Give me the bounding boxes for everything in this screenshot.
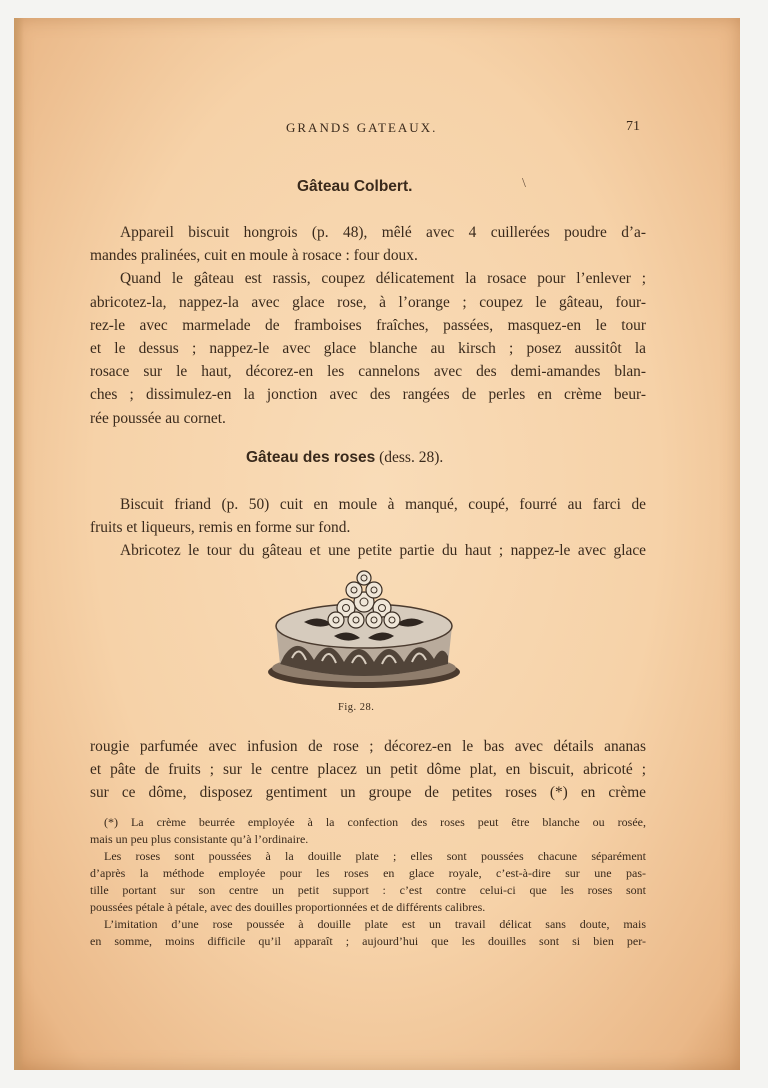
text-line: et le dessus ; nappez-le avec glace blanche au kirsch ; posez aussitôt la [90,340,646,358]
text-line: ches ; dissimulez-en la jonction avec des rangées de perles en crème beur- [90,386,646,404]
cake-illustration [264,564,464,694]
footnote-line: Les roses sont poussées à la douille plate ; elles sont poussées chacune séparément [104,849,646,863]
text-line: Abricotez le tour du gâteau et une petite partie du haut ; nappez-le avec glace [120,542,646,560]
text-line: rosace sur le haut, décorez-en les cannelons avec des demi-amandes blan- [90,363,646,381]
text-line: fruits et liqueurs, remis en forme sur fond. [90,519,351,537]
text-line: Biscuit friand (p. 50) cuit en moule à manqué, coupé, fourré au farci de [120,496,646,513]
footnote-line: (*) La crème beurrée employée à la confection des roses peut être blanche ou rosée, [104,815,646,829]
book-page [14,18,740,1070]
text-line: rez-le avec marmelade de framboises fraîches, passées, masquez-en le tour [90,316,646,334]
footnote-line: en somme, moins difficile qu’il apparaît ; aujourd’hui que les douilles sont si bien per- [90,934,646,948]
recipe-body-colbert [90,221,646,430]
footnote-line: d’après la méthode employée pour les roses en glace royale, c’est-à-dire sur une pas- [90,866,646,880]
text-line: Quand le gâteau est rassis, coupez délicatement la rosace pour l’enlever ; [120,270,646,288]
recipe-title-roses [246,449,443,467]
recipe-title-colbert: Gâteau Colbert. [297,178,413,195]
recipe-title-suffix: (dess. 28). [375,449,444,466]
footnote-line: poussées pétale à pétale, avec des douilles proportionnées et de différents calibres. [90,900,486,914]
text-line: rée poussée au cornet. [90,409,226,427]
footnotes [90,814,646,950]
recipe-body-continuation [90,735,646,805]
text-line: Appareil biscuit hongrois (p. 48), mêlé avec 4 cuillerées poudre d’a- [120,224,646,241]
stray-mark: \ [522,176,526,191]
footnote-line: L’imitation d’une rose poussée à douille plate est un travail délicat sans doute, mais [104,917,646,931]
figure-caption: Fig. 28. [338,702,375,713]
recipe-body-roses [90,493,646,563]
footnote-line: mais un peu plus consistante qu’à l’ordinaire. [90,832,309,846]
text-line: et pâte de fruits ; sur le centre placez un petit dôme plat, en biscuit, abricoté ; [90,761,646,779]
recipe-title-text: Gâteau des roses [246,449,376,466]
footnote-line: tille portant sur son centre un petit support : c’est contre celui-ci que les roses sont [90,883,646,897]
page-number: 71 [626,119,640,134]
running-header: GRANDS GATEAUX. [286,120,438,135]
text-line: sur ce dôme, disposez gentiment un groupe de petites roses (*) en crème [90,784,646,802]
text-line: mandes pralinées, cuit en moule à rosace : four doux. [90,247,418,265]
text-line: rougie parfumée avec infusion de rose ; décorez-en le bas avec détails ananas [90,738,646,755]
text-line: abricotez-la, nappez-la avec glace rose, à l’orange ; coupez le gâteau, four- [90,293,646,311]
